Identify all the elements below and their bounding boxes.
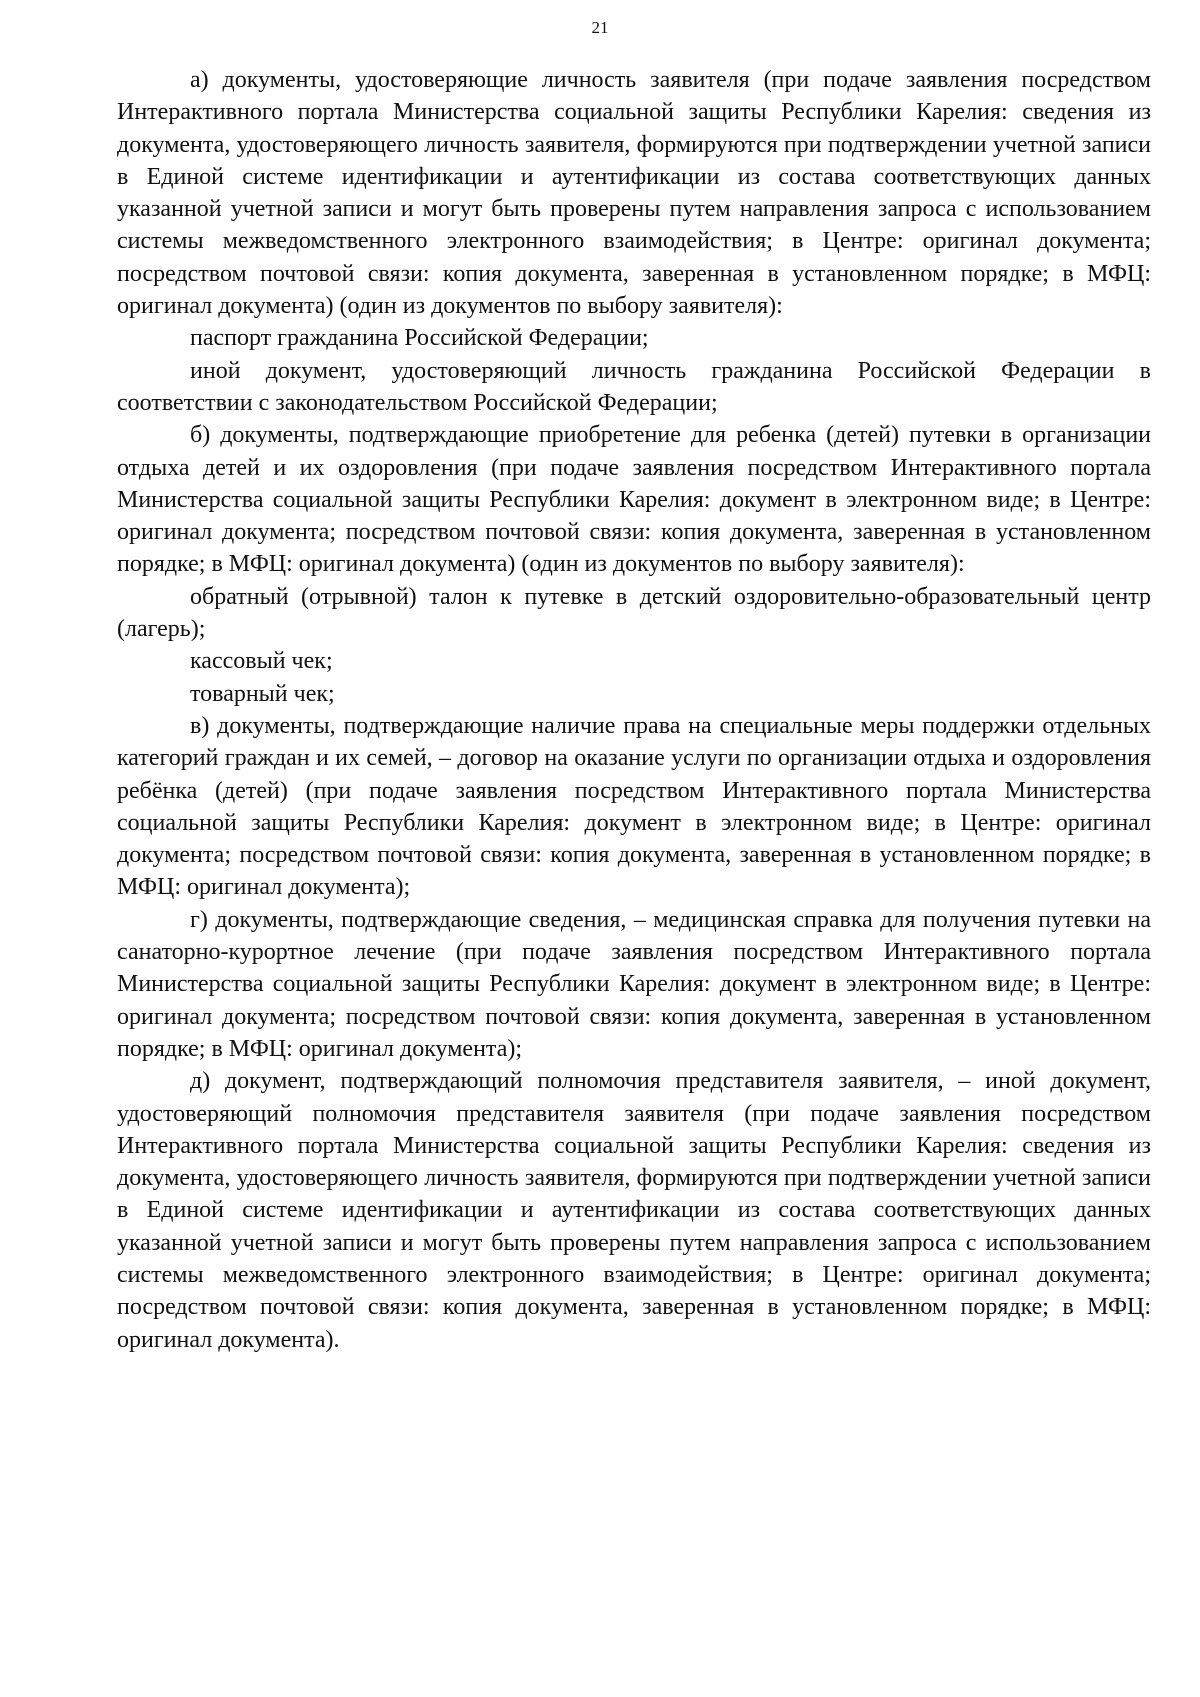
- page-number: 21: [591, 18, 609, 37]
- paragraph-cash-receipt: кассовый чек;: [190, 648, 333, 675]
- paragraph-item-a: а) документы, удостоверяющие личность заявителя (при подаче заявления посредством Интерактивного портала Министерства социальной защиты Республики Карелия: сведения из документа, удостоверяющего личность заявителя, формируются при подтверждении учетной записи в Единой системе идентификации и аутентификации из состава соответствующих данных указанной учетной записи и могут быть проверены путем направления запроса с использованием системы межведомственного электронного взаимодействия; в Центре: оригинал документа; посредством почтовой связи: копия документа, заверенная в установленном порядке; в МФЦ: оригинал документа) (один из документов по выбору заявителя):: [117, 67, 1151, 320]
- paragraph-item-b: б) документы, подтверждающие приобретение для ребенка (детей) путевки в организации отдыха детей и их оздоровления (при подаче заявления посредством Интерактивного портала Министерства социальной защиты Республики Карелия: документ в электронном виде; в Центре: оригинал документа; посредством почтовой связи: копия документа, заверенная в установленном порядке; в МФЦ: оригинал документа) (один из документов по выбору заявителя):: [117, 422, 1151, 578]
- paragraph-item-g: г) документы, подтверждающие сведения, – медицинская справка для получения путевки на санаторно-курортное лечение (при подаче заявления посредством Интерактивного портала Министерства социальной защиты Республики Карелия: документ в электронном виде; в Центре: оригинал документа; посредством почтовой связи: копия документа, заверенная в установленном порядке; в МФЦ: оригинал документа);: [117, 906, 1151, 1062]
- paragraph-item-v: в) документы, подтверждающие наличие права на специальные меры поддержки отдельных категорий граждан и их семей, – договор на оказание услуги по организации отдыха и оздоровления ребёнка (детей) (при подаче заявления посредством Интерактивного портала Министерства социальной защиты Республики Карелия: документ в электронном виде; в Центре: оригинал документа; посредством почтовой связи: копия документа, заверенная в установленном порядке; в МФЦ: оригинал документа);: [117, 712, 1151, 901]
- paragraph-other-id-document: иной документ, удостоверяющий личность гражданина Российской Федерации в соответствии с законодательством Российской Федерации;: [117, 357, 1151, 416]
- paragraph-item-d: д) документ, подтверждающий полномочия представителя заявителя, – иной документ, удостоверяющий полномочия представителя заявителя (при подаче заявления посредством Интерактивного портала Министерства социальной защиты Республики Карелия: сведения из документа, удостоверяющего личность заявителя, формируются при подтверждении учетной записи в Единой системе идентификации и аутентификации из состава соответствующих данных указанной учетной записи и могут быть проверены путем направления запроса с использованием системы межведомственного электронного взаимодействия; в Центре: оригинал документа; посредством почтовой связи: копия документа, заверенная в установленном порядке; в МФЦ: оригинал документа).: [117, 1068, 1151, 1353]
- paragraph-passport: паспорт гражданина Российской Федерации;: [190, 325, 649, 352]
- document-body: [117, 64, 1151, 1356]
- paragraph-sales-receipt: товарный чек;: [190, 680, 335, 707]
- paragraph-return-coupon: обратный (отрывной) талон к путевке в детский оздоровительно-образовательный центр (лагерь);: [117, 583, 1151, 643]
